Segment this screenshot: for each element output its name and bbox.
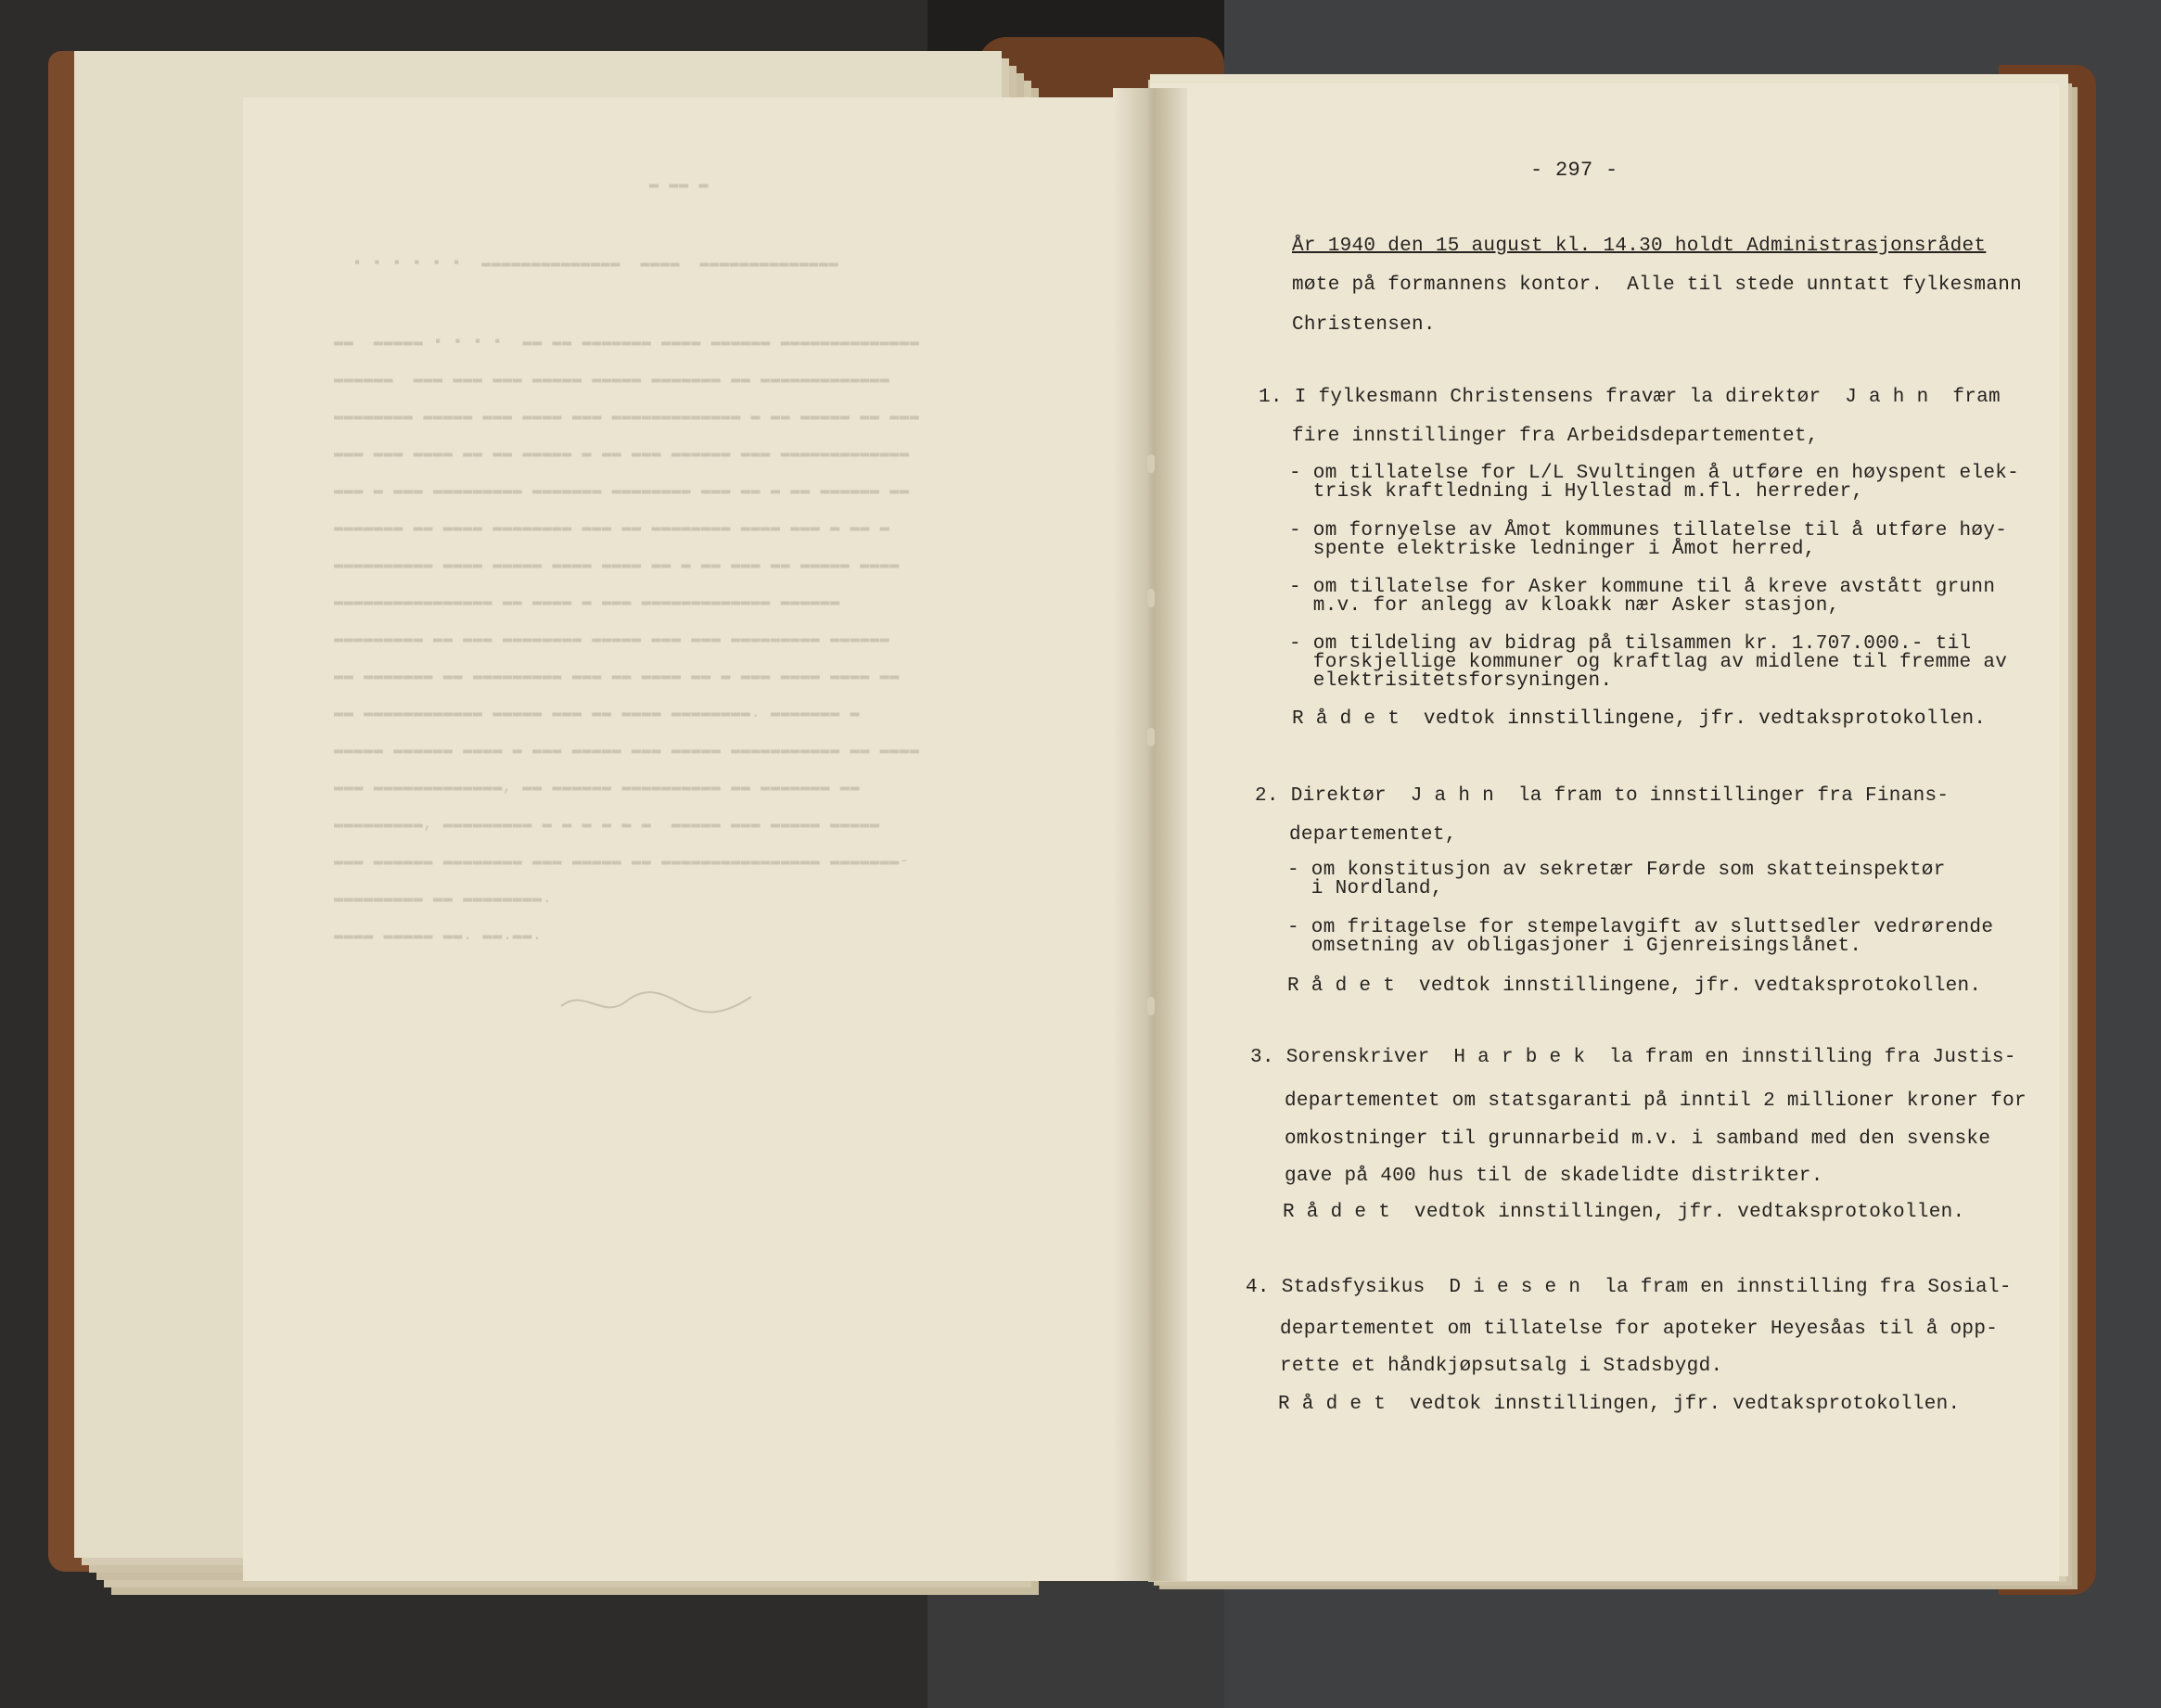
item-3-line-2: departementet om statsgaranti på inntil 2 millioner kroner for xyxy=(1285,1090,2027,1112)
binding-hole xyxy=(1147,454,1155,473)
item-4-decision: R å d e t vedtok innstillingen, jfr. vedtaksprotokollen. xyxy=(1278,1394,1961,1415)
item-1-bullet-3a: - om tillatelse for Asker kommune til å kreve avstått grunn xyxy=(1289,577,1996,598)
intro-line-3: Christensen. xyxy=(1292,314,1436,336)
left-page xyxy=(243,97,1143,1581)
item-1-bullet-4b: forskjellige kommuner og kraftlag av midlene til fremme av xyxy=(1289,652,2008,673)
book-gutter xyxy=(1113,88,1187,1581)
item-2-bullet-2a: - om fritagelse for stempelavgift av sluttsedler vedrørende xyxy=(1287,917,1994,938)
page-number: - 297 - xyxy=(1530,159,1618,182)
item-2-decision: R å d e t vedtok innstillingene, jfr. vedtaksprotokollen. xyxy=(1287,975,1982,997)
item-1-bullet-1b: trisk kraftledning i Hyllestad m.fl. herreder, xyxy=(1289,481,1864,503)
item-1-bullet-2b: spente elektriske ledninger i Åmot herred, xyxy=(1289,539,1816,560)
item-3-line-1: 3. Sorenskriver H a r b e k la fram en innstilling fra Justis- xyxy=(1250,1047,2016,1068)
item-1-bullet-4c: elektrisitetsforsyningen. xyxy=(1289,670,1613,692)
item-1-bullet-4a: - om tildeling av bidrag på tilsammen kr. 1.707.000.- til xyxy=(1289,633,1972,655)
item-2-bullet-1a: - om konstitusjon av sekretær Førde som skatteinspektør xyxy=(1287,860,1946,881)
item-1-bullet-1a: - om tillatelse for L/L Svultingen å utføre en høyspent elek- xyxy=(1289,463,2020,484)
item-3-line-4: gave på 400 hus til de skadelidte distrikter. xyxy=(1285,1166,1823,1187)
item-1-line-2: fire innstillinger fra Arbeidsdepartementet, xyxy=(1292,426,1819,447)
item-2-line-1: 2. Direktør J a h n la fram to innstillinger fra Finans- xyxy=(1255,785,1950,807)
binding-hole xyxy=(1147,997,1155,1015)
item-3-line-3: omkostninger til grunnarbeid m.v. i samband med den svenske xyxy=(1285,1128,1991,1150)
item-1-bullet-2a: - om fornyelse av Åmot kommunes tillatelse til å utføre høy- xyxy=(1289,520,2008,542)
handwritten-signature xyxy=(556,969,742,1006)
item-2-line-2: departementet, xyxy=(1289,824,1457,846)
item-2-bullet-1b: i Nordland, xyxy=(1287,878,1443,899)
item-4-line-2: departementet om tillatelse for apoteker Heyesåas til å opp- xyxy=(1280,1319,1999,1340)
item-1-line-1: 1. I fylkesmann Christensens fravær la direktør J a h n fram xyxy=(1259,387,2001,408)
binding-hole xyxy=(1147,589,1155,607)
item-4-line-1: 4. Stadsfysikus D i e s e n la fram en innstilling fra Sosial- xyxy=(1246,1277,2012,1298)
item-3-decision: R å d e t vedtok innstillingen, jfr. vedtaksprotokollen. xyxy=(1283,1202,1965,1223)
item-4-line-3: rette et håndkjøpsutsalg i Stadsbygd. xyxy=(1280,1356,1723,1377)
intro-line-2: møte på formannens kontor. Alle til stede unntatt fylkesmann xyxy=(1292,274,2023,296)
intro-line-1: År 1940 den 15 august kl. 14.30 holdt Administrasjonsrådet xyxy=(1292,236,1987,257)
item-1-bullet-3b: m.v. for anlegg av kloakk nær Asker stasjon, xyxy=(1289,595,1840,617)
binding-hole xyxy=(1147,728,1155,746)
item-1-decision: R å d e t vedtok innstillingene, jfr. vedtaksprotokollen. xyxy=(1292,708,1987,730)
item-2-bullet-2b: omsetning av obligasjoner i Gjenreisingslånet. xyxy=(1287,936,1862,957)
